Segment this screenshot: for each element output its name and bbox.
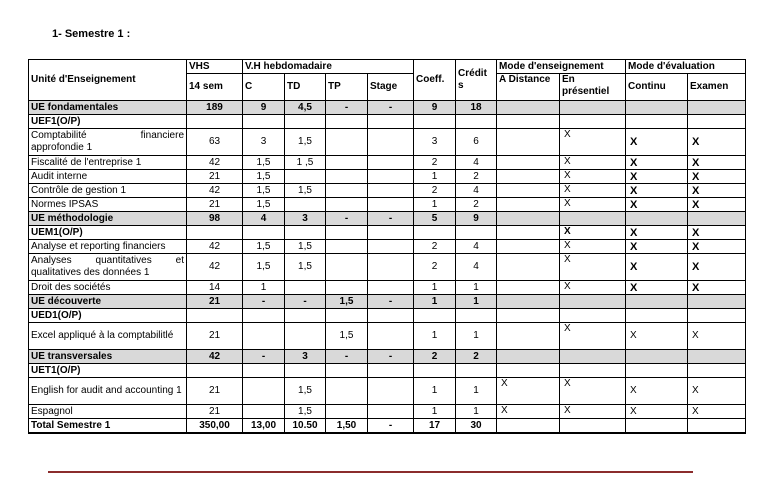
course-row (29, 378, 746, 405)
header-td: TD (285, 74, 326, 101)
course-name: UE méthodologie (29, 212, 187, 226)
cell-c: 1,5 (243, 156, 285, 170)
course-name: UEF1(O/P) (29, 115, 187, 129)
cell-vhs: 42 (187, 254, 243, 281)
cell-cont (626, 295, 688, 309)
cell-credits (456, 364, 497, 378)
cell-td (285, 281, 326, 295)
cell-dist: X (497, 378, 560, 405)
cell-exam: X (688, 378, 746, 405)
cell-credits: 18 (456, 101, 497, 115)
cell-stage (368, 364, 414, 378)
cell-vhs (187, 226, 243, 240)
cell-tp (326, 240, 368, 254)
course-name: UEM1(O/P) (29, 226, 187, 240)
cell-pres (560, 350, 626, 364)
cell-c (243, 309, 285, 323)
ue-group-row (29, 101, 746, 115)
header-stage: Stage (368, 74, 414, 101)
course-name: UET1(O/P) (29, 364, 187, 378)
cell-cont: X (626, 378, 688, 405)
cell-tp: - (326, 101, 368, 115)
course-row (29, 184, 746, 198)
course-row (29, 323, 746, 350)
cell-exam (688, 309, 746, 323)
cell-stage (368, 129, 414, 156)
cell-vhs: 21 (187, 295, 243, 309)
cell-vhs: 21 (187, 323, 243, 350)
cell-tp (326, 115, 368, 129)
header-presentiel: En présentiel (560, 74, 626, 101)
cell-stage: - (368, 350, 414, 364)
course-name: Excel appliqué à la comptabilitlé (29, 323, 187, 350)
cell-coeff (414, 364, 456, 378)
cell-td: 1,5 (285, 129, 326, 156)
cell-tp (326, 364, 368, 378)
course-name: UED1(O/P) (29, 309, 187, 323)
cell-td: 1 ,5 (285, 156, 326, 170)
cell-td (285, 226, 326, 240)
cell-coeff: 2 (414, 240, 456, 254)
cell-dist (497, 309, 560, 323)
cell-cont: X (626, 323, 688, 350)
cell-exam: X (688, 129, 746, 156)
cell-cont (626, 101, 688, 115)
ue-group-row (29, 212, 746, 226)
cell-exam (688, 295, 746, 309)
cell-dist (497, 295, 560, 309)
cell-exam: X (688, 184, 746, 198)
cell-credits (456, 309, 497, 323)
cell-c: - (243, 350, 285, 364)
cell-tp (326, 226, 368, 240)
cell-credits: 2 (456, 198, 497, 212)
cell-cont: X (626, 129, 688, 156)
cell-exam (688, 419, 746, 434)
cell-tp: 1,50 (326, 419, 368, 434)
cell-c: 1,5 (243, 198, 285, 212)
cell-pres (560, 364, 626, 378)
cell-exam: X (688, 240, 746, 254)
course-name: Total Semestre 1 (29, 419, 187, 434)
header-vh-hebdo: V.H hebdomadaire (243, 60, 414, 74)
cell-tp (326, 254, 368, 281)
cell-vhs: 42 (187, 184, 243, 198)
cell-tp (326, 170, 368, 184)
cell-coeff: 2 (414, 254, 456, 281)
cell-credits: 1 (456, 323, 497, 350)
ue-group-row (29, 295, 746, 309)
cell-cont: X (626, 254, 688, 281)
course-name: UE transversales (29, 350, 187, 364)
footer-rule (48, 471, 693, 473)
cell-credits: 4 (456, 184, 497, 198)
cell-td: 10.50 (285, 419, 326, 434)
cell-c: - (243, 295, 285, 309)
cell-td (285, 309, 326, 323)
course-row (29, 240, 746, 254)
cell-exam: X (688, 323, 746, 350)
cell-pres: X (560, 378, 626, 405)
cell-cont: X (626, 184, 688, 198)
cell-coeff: 5 (414, 212, 456, 226)
cell-cont (626, 212, 688, 226)
header-continu: Continu (626, 74, 688, 101)
cell-tp (326, 378, 368, 405)
cell-exam (688, 212, 746, 226)
cell-td: 1,5 (285, 240, 326, 254)
cell-td: - (285, 295, 326, 309)
course-name: UE fondamentales (29, 101, 187, 115)
cell-tp (326, 309, 368, 323)
cell-exam: X (688, 198, 746, 212)
cell-pres (560, 419, 626, 434)
cell-pres: X (560, 198, 626, 212)
cell-pres: X (560, 281, 626, 295)
cell-credits: 1 (456, 281, 497, 295)
cell-vhs (187, 115, 243, 129)
course-name: Comptabilité financiere approfondie 1 (29, 129, 187, 156)
cell-td (285, 198, 326, 212)
course-name: Audit interne (29, 170, 187, 184)
cell-c: 4 (243, 212, 285, 226)
cell-vhs: 98 (187, 212, 243, 226)
cell-dist (497, 364, 560, 378)
cell-coeff (414, 309, 456, 323)
cell-credits: 1 (456, 378, 497, 405)
cell-tp: 1,5 (326, 323, 368, 350)
cell-vhs: 42 (187, 350, 243, 364)
cell-exam (688, 364, 746, 378)
cell-coeff: 3 (414, 129, 456, 156)
header-vhs-sub: 14 sem (187, 74, 243, 101)
semester-table (28, 59, 746, 434)
cell-tp: - (326, 212, 368, 226)
cell-coeff: 9 (414, 101, 456, 115)
cell-c (243, 323, 285, 350)
cell-pres: X (560, 254, 626, 281)
cell-td (285, 170, 326, 184)
cell-credits (456, 226, 497, 240)
cell-stage: - (368, 101, 414, 115)
cell-dist (497, 184, 560, 198)
header-mode-evaluation: Mode d'évaluation (626, 60, 746, 74)
cell-exam (688, 115, 746, 129)
ue-group-row (29, 350, 746, 364)
cell-cont: X (626, 198, 688, 212)
course-name: UE découverte (29, 295, 187, 309)
cell-vhs (187, 309, 243, 323)
cell-pres (560, 212, 626, 226)
cell-tp (326, 198, 368, 212)
course-row (29, 254, 746, 281)
cell-vhs: 42 (187, 240, 243, 254)
cell-cont: X (626, 226, 688, 240)
cell-coeff: 2 (414, 156, 456, 170)
cell-vhs: 21 (187, 405, 243, 419)
cell-td: 1,5 (285, 184, 326, 198)
course-name: Fiscalité de l'entreprise 1 (29, 156, 187, 170)
cell-vhs: 14 (187, 281, 243, 295)
cell-cont (626, 364, 688, 378)
cell-vhs: 21 (187, 378, 243, 405)
cell-coeff: 1 (414, 378, 456, 405)
course-name: Analyses quantitatives et qualitatives des données 1 (29, 254, 187, 281)
cell-c: 9 (243, 101, 285, 115)
cell-cont (626, 419, 688, 434)
cell-pres: X (560, 170, 626, 184)
cell-exam: X (688, 254, 746, 281)
cell-tp (326, 281, 368, 295)
cell-pres: X (560, 129, 626, 156)
course-name: Normes IPSAS (29, 198, 187, 212)
cell-stage (368, 156, 414, 170)
course-row (29, 198, 746, 212)
cell-stage (368, 226, 414, 240)
cell-coeff: 1 (414, 281, 456, 295)
course-name: Analyse et reporting financiers (29, 240, 187, 254)
ue-subgroup-row (29, 226, 746, 240)
header-distance: A Distance (497, 74, 560, 101)
cell-td: 1,5 (285, 405, 326, 419)
cell-dist (497, 281, 560, 295)
cell-exam: X (688, 170, 746, 184)
cell-vhs: 350,00 (187, 419, 243, 434)
header-coeff: Coeff. (414, 60, 456, 101)
total-row (29, 419, 746, 434)
cell-exam: X (688, 226, 746, 240)
cell-vhs: 21 (187, 198, 243, 212)
cell-cont (626, 115, 688, 129)
header-mode-enseignement: Mode d'enseignement (497, 60, 626, 74)
cell-c (243, 226, 285, 240)
cell-c: 1,5 (243, 184, 285, 198)
cell-dist (497, 170, 560, 184)
header-credits: Crédit s (456, 60, 497, 101)
cell-c: 1,5 (243, 170, 285, 184)
cell-coeff: 2 (414, 350, 456, 364)
header-ue: Unité d'Enseignement (29, 60, 187, 101)
cell-coeff: 1 (414, 323, 456, 350)
cell-exam (688, 101, 746, 115)
cell-tp: 1,5 (326, 295, 368, 309)
cell-cont: X (626, 170, 688, 184)
cell-pres (560, 115, 626, 129)
header-tp: TP (326, 74, 368, 101)
cell-c (243, 115, 285, 129)
cell-credits (456, 115, 497, 129)
cell-credits: 9 (456, 212, 497, 226)
cell-c (243, 364, 285, 378)
cell-dist (497, 350, 560, 364)
semester-heading: 1- Semestre 1 : (52, 28, 131, 40)
course-row (29, 156, 746, 170)
cell-stage (368, 254, 414, 281)
cell-cont: X (626, 240, 688, 254)
cell-dist (497, 254, 560, 281)
cell-pres: X (560, 226, 626, 240)
cell-c: 1 (243, 281, 285, 295)
cell-pres: X (560, 323, 626, 350)
cell-credits: 2 (456, 350, 497, 364)
cell-stage: - (368, 295, 414, 309)
cell-coeff: 17 (414, 419, 456, 434)
cell-stage (368, 323, 414, 350)
cell-dist (497, 115, 560, 129)
cell-td: 1,5 (285, 378, 326, 405)
cell-cont: X (626, 405, 688, 419)
cell-credits: 6 (456, 129, 497, 156)
ue-subgroup-row (29, 364, 746, 378)
cell-c (243, 378, 285, 405)
cell-td: 3 (285, 350, 326, 364)
cell-vhs: 189 (187, 101, 243, 115)
cell-exam: X (688, 281, 746, 295)
cell-dist (497, 240, 560, 254)
cell-pres (560, 101, 626, 115)
cell-stage (368, 184, 414, 198)
cell-coeff: 1 (414, 170, 456, 184)
cell-dist (497, 212, 560, 226)
cell-exam: X (688, 156, 746, 170)
cell-td: 1,5 (285, 254, 326, 281)
cell-tp (326, 184, 368, 198)
cell-stage (368, 281, 414, 295)
cell-pres: X (560, 184, 626, 198)
cell-dist (497, 129, 560, 156)
cell-pres (560, 309, 626, 323)
cell-c: 13,00 (243, 419, 285, 434)
header-examen: Examen (688, 74, 746, 101)
cell-vhs: 63 (187, 129, 243, 156)
cell-stage (368, 170, 414, 184)
course-row (29, 281, 746, 295)
cell-credits: 4 (456, 240, 497, 254)
cell-tp (326, 405, 368, 419)
cell-credits: 4 (456, 156, 497, 170)
cell-cont: X (626, 281, 688, 295)
ue-subgroup-row (29, 309, 746, 323)
course-name: Contrôle de gestion 1 (29, 184, 187, 198)
cell-dist (497, 419, 560, 434)
cell-coeff: 1 (414, 198, 456, 212)
cell-credits: 1 (456, 295, 497, 309)
cell-dist: X (497, 405, 560, 419)
course-name: Droit des sociétés (29, 281, 187, 295)
cell-exam: X (688, 405, 746, 419)
cell-vhs: 42 (187, 156, 243, 170)
cell-stage (368, 198, 414, 212)
cell-td (285, 364, 326, 378)
cell-dist (497, 323, 560, 350)
header-c: C (243, 74, 285, 101)
cell-stage (368, 240, 414, 254)
course-row (29, 170, 746, 184)
cell-vhs (187, 364, 243, 378)
cell-cont: X (626, 156, 688, 170)
cell-stage (368, 115, 414, 129)
cell-dist (497, 156, 560, 170)
course-name: Espagnol (29, 405, 187, 419)
cell-td (285, 115, 326, 129)
cell-pres: X (560, 240, 626, 254)
cell-tp (326, 129, 368, 156)
header-vhs: VHS (187, 60, 243, 74)
cell-td: 4,5 (285, 101, 326, 115)
cell-cont (626, 309, 688, 323)
cell-coeff (414, 226, 456, 240)
cell-stage (368, 378, 414, 405)
cell-cont (626, 350, 688, 364)
cell-exam (688, 350, 746, 364)
cell-stage (368, 405, 414, 419)
cell-vhs: 21 (187, 170, 243, 184)
cell-td (285, 323, 326, 350)
course-name: English for audit and accounting 1 (29, 378, 187, 405)
cell-coeff: 1 (414, 295, 456, 309)
ue-subgroup-row (29, 115, 746, 129)
cell-tp (326, 156, 368, 170)
course-row (29, 405, 746, 419)
cell-stage: - (368, 419, 414, 434)
cell-c: 1,5 (243, 254, 285, 281)
cell-credits: 2 (456, 170, 497, 184)
cell-pres: X (560, 405, 626, 419)
cell-stage: - (368, 212, 414, 226)
cell-credits: 4 (456, 254, 497, 281)
cell-pres (560, 295, 626, 309)
cell-credits: 1 (456, 405, 497, 419)
cell-stage (368, 309, 414, 323)
cell-credits: 30 (456, 419, 497, 434)
cell-tp: - (326, 350, 368, 364)
cell-c: 3 (243, 129, 285, 156)
cell-c (243, 405, 285, 419)
cell-coeff (414, 115, 456, 129)
cell-coeff: 2 (414, 184, 456, 198)
cell-pres: X (560, 156, 626, 170)
cell-dist (497, 198, 560, 212)
course-row (29, 129, 746, 156)
cell-dist (497, 101, 560, 115)
cell-coeff: 1 (414, 405, 456, 419)
cell-td: 3 (285, 212, 326, 226)
cell-dist (497, 226, 560, 240)
cell-c: 1,5 (243, 240, 285, 254)
